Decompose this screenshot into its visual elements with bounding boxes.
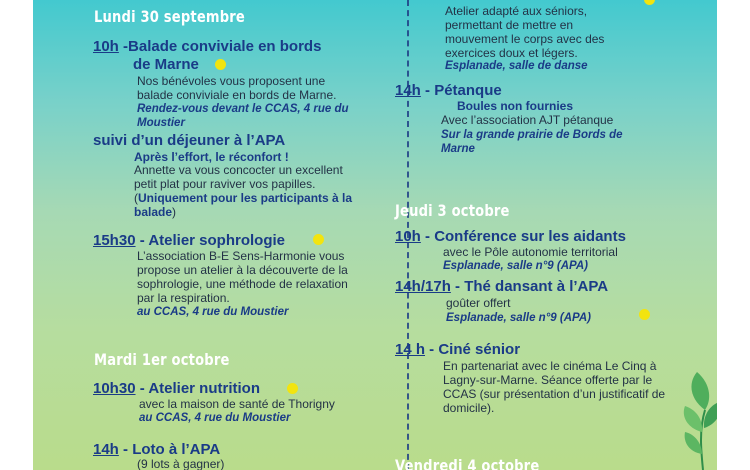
event-desc-atelier: Atelier adapté aux séniors, permettant de mettre en mouvement le corps avec des exercices doux et légers.: [445, 4, 605, 60]
event-time: 14h: [93, 441, 119, 458]
event-desc-cine: En partenariat avec le cinéma Le Cinq à Lagny-sur-Marne. Séance offerte par le CCAS (sur présentation d’un justificatif de domicile).: [443, 359, 666, 415]
event-location-sophrologie: au CCAS, 4 rue du Moustier: [137, 306, 289, 318]
highlight-dot-icon: [639, 309, 650, 320]
event-desc-nutrition: avec la maison de santé de Thorigny: [139, 397, 335, 411]
highlight-dot-icon: [644, 0, 655, 5]
event-title-dejeuner: suivi d’un déjeuner à l’APA: [93, 132, 286, 149]
event-location-atelier: Esplanade, salle de danse: [445, 60, 588, 72]
event-time: 14 h: [395, 341, 426, 358]
leaf-decoration-icon: [683, 370, 717, 470]
day-heading-monday: Lundi 30 septembre: [94, 7, 245, 26]
event-desc-dejeuner: Annette va vous concocter un excellent petit plat pour raviver vos papilles. (Uniquement pour les participants à la balade): [134, 163, 353, 219]
event-title-petanque: 14h - Pétanque: [395, 82, 502, 99]
event-title-loto: 14h - Loto à l’APA: [93, 441, 221, 458]
event-desc-loto: (9 lots à gagner): [137, 457, 225, 470]
event-location-conference: Esplanade, salle n°9 (APA): [443, 260, 588, 272]
event-title-sophrologie: 15h30 - Atelier sophrologie: [93, 232, 286, 249]
event-desc-balade: Nos bénévoles vous proposent une balade conviviale en bords de Marne.: [137, 74, 337, 102]
program-poster: [33, 0, 717, 470]
event-location-petanque: Sur la grande prairie de Bords de Marne: [441, 129, 623, 155]
event-location-balade: Rendez-vous devant le CCAS, 4 rue du Moustier: [137, 103, 349, 129]
event-lead-petanque: Boules non fournies: [457, 99, 574, 113]
event-title-conference: 10h - Conférence sur les aidants: [395, 228, 626, 245]
highlight-dot-icon: [215, 59, 226, 70]
event-time: 14h: [395, 82, 421, 99]
event-title-balade: 10h -Balade conviviale en bords: [93, 38, 322, 55]
event-lead-dejeuner: Après l’effort, le réconfort !: [134, 150, 289, 164]
highlight-dot-icon: [313, 234, 324, 245]
event-location-nutrition: au CCAS, 4 rue du Moustier: [139, 412, 291, 424]
event-desc-sophrologie: L’association B-E Sens-Harmonie vous propose un atelier à la découverte de la sophrologie, une méthode de relaxation par la respiration.: [137, 249, 348, 305]
event-time: 10h: [395, 228, 421, 245]
event-location-the-dansant: Esplanade, salle n°9 (APA): [446, 312, 591, 324]
event-title-balade-line2: de Marne: [133, 56, 199, 73]
day-heading-friday: Vendredi 4 octobre: [395, 456, 540, 470]
event-desc-the-dansant: goûter offert: [446, 296, 511, 310]
highlight-dot-icon: [287, 383, 298, 394]
day-heading-tuesday: Mardi 1er octobre: [94, 350, 230, 369]
event-time: 10h: [93, 38, 119, 55]
event-time: 14h/17h: [395, 278, 451, 295]
event-title-the-dansant: 14h/17h - Thé dansant à l’APA: [395, 278, 609, 295]
event-title-cine: 14 h - Ciné sénior: [395, 341, 521, 358]
event-desc-petanque: Avec l’association AJT pétanque: [441, 113, 614, 127]
event-time: 15h30: [93, 232, 136, 249]
event-time: 10h30: [93, 380, 136, 397]
event-title-nutrition: 10h30 - Atelier nutrition: [93, 380, 260, 397]
event-desc-conference: avec le Pôle autonomie territorial: [443, 245, 618, 259]
day-heading-thursday: Jeudi 3 octobre: [395, 201, 510, 220]
